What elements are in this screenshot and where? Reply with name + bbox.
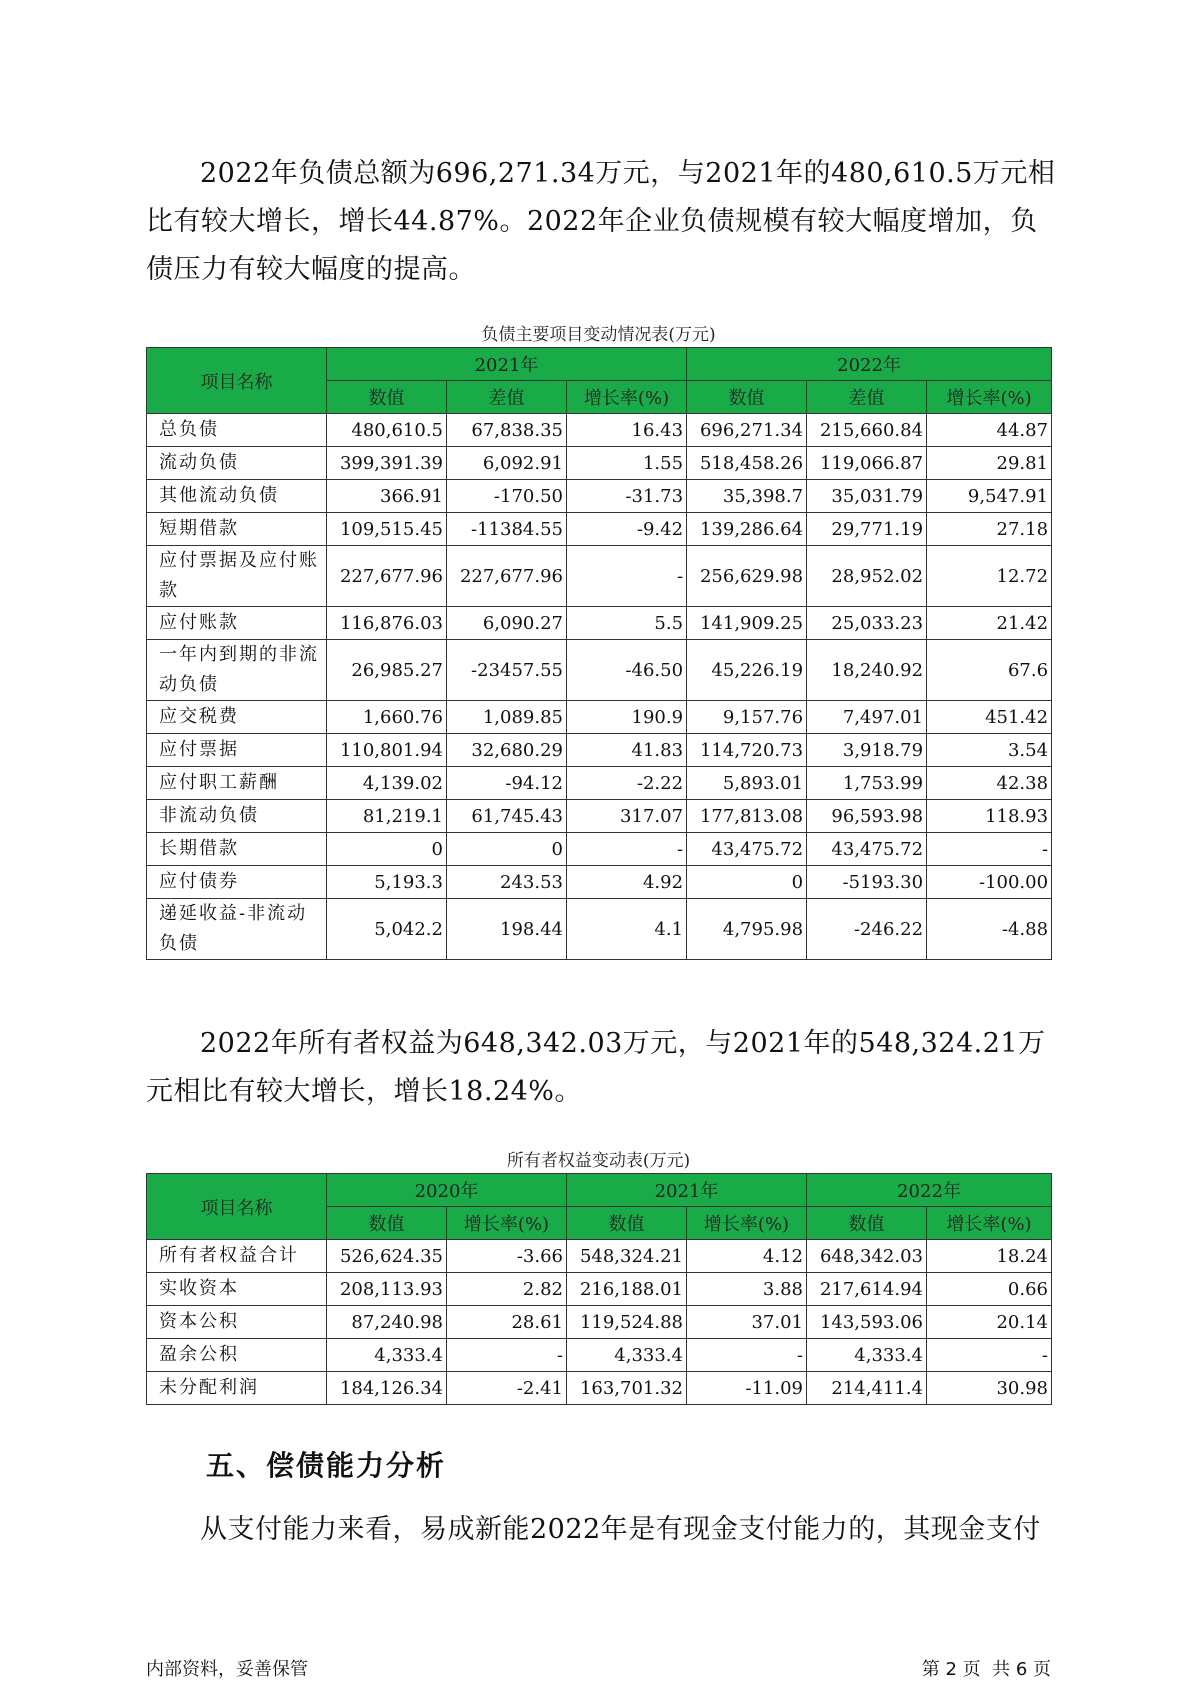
- table-row: [147, 1306, 1052, 1339]
- table-cell: -: [447, 1339, 567, 1372]
- row-label: 流动负债: [147, 447, 327, 480]
- table-row: [147, 833, 1052, 866]
- table-cell: 4,139.02: [327, 767, 447, 800]
- table-cell: -94.12: [447, 767, 567, 800]
- table-cell: 28,952.02: [807, 546, 927, 607]
- table-row: [147, 447, 1052, 480]
- table-cell: 18.24: [927, 1240, 1052, 1273]
- table-row: [147, 414, 1052, 447]
- table-cell: 4,333.4: [327, 1339, 447, 1372]
- row-label: 应付职工薪酬: [147, 767, 327, 800]
- footer-left: 内部资料，妥善保管: [146, 1659, 308, 1680]
- row-label: 递延收益-非流动负债: [147, 899, 327, 960]
- table-cell: 45,226.19: [687, 640, 807, 701]
- table-cell: 2.82: [447, 1273, 567, 1306]
- table-cell: 119,524.88: [567, 1306, 687, 1339]
- row-label: 应付票据及应付账款: [147, 546, 327, 607]
- table-cell: 5.5: [567, 607, 687, 640]
- row-label: 所有者权益合计: [147, 1240, 327, 1273]
- table-cell: 1,753.99: [807, 767, 927, 800]
- equity-table: [146, 1173, 1052, 1405]
- table-cell: 116,876.03: [327, 607, 447, 640]
- table-cell: 141,909.25: [687, 607, 807, 640]
- table-cell: 177,813.08: [687, 800, 807, 833]
- table-cell: -3.66: [447, 1240, 567, 1273]
- table-header-year: 2022年: [687, 348, 1052, 381]
- table-cell: 118.93: [927, 800, 1052, 833]
- table-row: [147, 1273, 1052, 1306]
- solvency-paragraph: 从支付能力来看，易成新能2022年是有现金支付能力的，其现金支付: [200, 1514, 1041, 1545]
- table-subheader: 差值: [807, 381, 927, 414]
- row-label: 应付账款: [147, 607, 327, 640]
- equity-table-caption: 所有者权益变动表(万元): [506, 1151, 691, 1171]
- table-cell: 190.9: [567, 701, 687, 734]
- table-cell: -11384.55: [447, 513, 567, 546]
- row-label: 应付票据: [147, 734, 327, 767]
- table-cell: 29.81: [927, 447, 1052, 480]
- table-subheader: 增长率(%): [927, 1207, 1052, 1240]
- row-label: 应交税费: [147, 701, 327, 734]
- liability-paragraph: 2022年负债总额为696,271.34万元，与2021年的480,610.5万元相比有较大增长，增长44.87%。2022年企业负债规模有较大幅度增加，负债压力有较大幅度的提高。: [146, 158, 1056, 285]
- table-subheader: 数值: [327, 1207, 447, 1240]
- table-cell: 3.54: [927, 734, 1052, 767]
- table-cell: 9,547.91: [927, 480, 1052, 513]
- row-label: 实收资本: [147, 1273, 327, 1306]
- table-cell: 35,398.7: [687, 480, 807, 513]
- table-cell: -: [567, 833, 687, 866]
- table-cell: 4.12: [687, 1240, 807, 1273]
- table-cell: -: [567, 546, 687, 607]
- table-cell: 109,515.45: [327, 513, 447, 546]
- table-cell: 143,593.06: [807, 1306, 927, 1339]
- table-cell: 25,033.23: [807, 607, 927, 640]
- table-cell: 61,745.43: [447, 800, 567, 833]
- table-cell: 4.92: [567, 866, 687, 899]
- table-cell: 27.18: [927, 513, 1052, 546]
- table-cell: 366.91: [327, 480, 447, 513]
- table-cell: 1,089.85: [447, 701, 567, 734]
- table-cell: -2.41: [447, 1372, 567, 1405]
- table-cell: 480,610.5: [327, 414, 447, 447]
- row-label: 总负债: [147, 414, 327, 447]
- table-cell: 1.55: [567, 447, 687, 480]
- table-header-year: 2021年: [567, 1174, 807, 1207]
- equity-paragraph: 2022年所有者权益为648,342.03万元，与2021年的548,324.21万元相比有较大增长，增长18.24%。: [146, 1028, 1046, 1107]
- table-cell: 216,188.01: [567, 1273, 687, 1306]
- table-cell: 44.87: [927, 414, 1052, 447]
- row-label: 盈余公积: [147, 1339, 327, 1372]
- table-cell: 163,701.32: [567, 1372, 687, 1405]
- table-cell: 7,497.01: [807, 701, 927, 734]
- table-cell: 399,391.39: [327, 447, 447, 480]
- row-label: 应付债券: [147, 866, 327, 899]
- table-cell: 227,677.96: [327, 546, 447, 607]
- table-cell: 0: [687, 866, 807, 899]
- table-row: [147, 866, 1052, 899]
- table-cell: 208,113.93: [327, 1273, 447, 1306]
- table-cell: 4,333.4: [807, 1339, 927, 1372]
- table-cell: 3,918.79: [807, 734, 927, 767]
- table-cell: 696,271.34: [687, 414, 807, 447]
- table-cell: 67,838.35: [447, 414, 567, 447]
- table-cell: 16.43: [567, 414, 687, 447]
- table-row: [147, 767, 1052, 800]
- table-cell: -9.42: [567, 513, 687, 546]
- table-cell: 256,629.98: [687, 546, 807, 607]
- liability-table-caption: 负债主要项目变动情况表(万元): [481, 325, 716, 345]
- table-cell: 35,031.79: [807, 480, 927, 513]
- table-cell: 67.6: [927, 640, 1052, 701]
- table-row: [147, 607, 1052, 640]
- table-cell: 451.42: [927, 701, 1052, 734]
- table-cell: 29,771.19: [807, 513, 927, 546]
- table-subheader: 增长率(%): [447, 1207, 567, 1240]
- table-cell: 26,985.27: [327, 640, 447, 701]
- table-cell: -46.50: [567, 640, 687, 701]
- table-subheader: 数值: [567, 1207, 687, 1240]
- table-cell: 4,333.4: [567, 1339, 687, 1372]
- table-row: [147, 800, 1052, 833]
- table-subheader: 增长率(%): [687, 1207, 807, 1240]
- table-cell: 214,411.4: [807, 1372, 927, 1405]
- section-title: 五、偿债能力分析: [206, 1449, 447, 1482]
- table-cell: 30.98: [927, 1372, 1052, 1405]
- table-row: [147, 640, 1052, 701]
- table-header-name: 项目名称: [147, 348, 327, 414]
- table-cell: 198.44: [447, 899, 567, 960]
- table-subheader: 差值: [447, 381, 567, 414]
- table-row: [147, 701, 1052, 734]
- table-cell: -100.00: [927, 866, 1052, 899]
- table-cell: 243.53: [447, 866, 567, 899]
- table-cell: 9,157.76: [687, 701, 807, 734]
- table-row: [147, 1240, 1052, 1273]
- table-cell: -: [687, 1339, 807, 1372]
- table-cell: 217,614.94: [807, 1273, 927, 1306]
- table-subheader: 增长率(%): [567, 381, 687, 414]
- table-cell: 110,801.94: [327, 734, 447, 767]
- table-cell: 215,660.84: [807, 414, 927, 447]
- table-cell: 32,680.29: [447, 734, 567, 767]
- table-cell: 114,720.73: [687, 734, 807, 767]
- table-cell: 41.83: [567, 734, 687, 767]
- table-cell: 28.61: [447, 1306, 567, 1339]
- table-cell: -2.22: [567, 767, 687, 800]
- table-cell: -23457.55: [447, 640, 567, 701]
- table-cell: 4,795.98: [687, 899, 807, 960]
- row-label: 短期借款: [147, 513, 327, 546]
- table-cell: -5193.30: [807, 866, 927, 899]
- table-cell: 81,219.1: [327, 800, 447, 833]
- table-header-year: 2020年: [327, 1174, 567, 1207]
- table-cell: 87,240.98: [327, 1306, 447, 1339]
- table-cell: 548,324.21: [567, 1240, 687, 1273]
- table-cell: 119,066.87: [807, 447, 927, 480]
- table-cell: 648,342.03: [807, 1240, 927, 1273]
- table-cell: 0: [327, 833, 447, 866]
- table-cell: 227,677.96: [447, 546, 567, 607]
- row-label: 资本公积: [147, 1306, 327, 1339]
- table-header-name: 项目名称: [147, 1174, 327, 1240]
- table-row: [147, 513, 1052, 546]
- table-header-year: 2022年: [807, 1174, 1052, 1207]
- table-cell: 5,893.01: [687, 767, 807, 800]
- table-cell: 184,126.34: [327, 1372, 447, 1405]
- table-cell: -31.73: [567, 480, 687, 513]
- table-row: [147, 1372, 1052, 1405]
- table-subheader: 数值: [687, 381, 807, 414]
- liability-table: [146, 347, 1052, 960]
- table-cell: 139,286.64: [687, 513, 807, 546]
- table-row: [147, 480, 1052, 513]
- table-cell: -170.50: [447, 480, 567, 513]
- table-cell: 0.66: [927, 1273, 1052, 1306]
- table-cell: 317.07: [567, 800, 687, 833]
- table-cell: 37.01: [687, 1306, 807, 1339]
- table-cell: 0: [447, 833, 567, 866]
- table-row: [147, 1339, 1052, 1372]
- table-cell: 20.14: [927, 1306, 1052, 1339]
- footer-page-number: 第 2 页 共 6 页: [921, 1659, 1051, 1680]
- table-subheader: 数值: [807, 1207, 927, 1240]
- table-cell: 21.42: [927, 607, 1052, 640]
- row-label: 未分配利润: [147, 1372, 327, 1405]
- table-cell: -246.22: [807, 899, 927, 960]
- row-label: 其他流动负债: [147, 480, 327, 513]
- table-cell: 526,624.35: [327, 1240, 447, 1273]
- row-label: 非流动负债: [147, 800, 327, 833]
- table-cell: 96,593.98: [807, 800, 927, 833]
- table-row: [147, 546, 1052, 607]
- table-cell: -: [927, 1339, 1052, 1372]
- table-cell: 42.38: [927, 767, 1052, 800]
- row-label: 长期借款: [147, 833, 327, 866]
- table-cell: 518,458.26: [687, 447, 807, 480]
- table-subheader: 数值: [327, 381, 447, 414]
- table-cell: 43,475.72: [807, 833, 927, 866]
- row-label: 一年内到期的非流动负债: [147, 640, 327, 701]
- table-cell: 1,660.76: [327, 701, 447, 734]
- table-subheader: 增长率(%): [927, 381, 1052, 414]
- table-row: [147, 734, 1052, 767]
- table-cell: -11.09: [687, 1372, 807, 1405]
- table-cell: 5,193.3: [327, 866, 447, 899]
- table-cell: 12.72: [927, 546, 1052, 607]
- table-row: [147, 899, 1052, 960]
- table-cell: -: [927, 833, 1052, 866]
- table-cell: 43,475.72: [687, 833, 807, 866]
- table-cell: 4.1: [567, 899, 687, 960]
- table-cell: -4.88: [927, 899, 1052, 960]
- table-cell: 5,042.2: [327, 899, 447, 960]
- table-cell: 6,090.27: [447, 607, 567, 640]
- table-cell: 18,240.92: [807, 640, 927, 701]
- table-cell: 3.88: [687, 1273, 807, 1306]
- table-header-year: 2021年: [327, 348, 687, 381]
- table-cell: 6,092.91: [447, 447, 567, 480]
